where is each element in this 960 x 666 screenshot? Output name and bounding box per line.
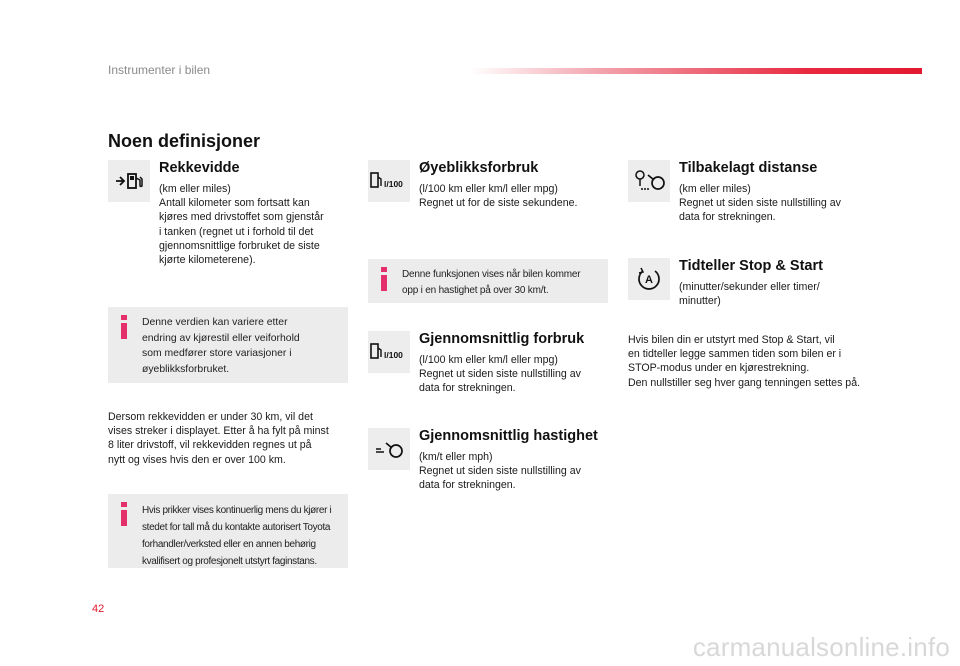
fuel-consumption-icon: [368, 160, 410, 202]
header-accent-line: [470, 68, 922, 74]
fuel-consumption-icon: [368, 331, 410, 373]
info-icon: [116, 502, 132, 526]
section-title-gjennomsnitt-hastighet: Gjennomsnittlig hastighet: [419, 428, 598, 444]
section-text-tilbakelagt: (km eller miles) Regnet ut siden siste nullstilling av data for strekningen.: [679, 183, 841, 224]
page-title: Noen definisjoner: [108, 131, 261, 151]
info-note-variation: Denne verdien kan variere etter endring av kjørestil eller veiforhold som medfører store variasjoner i øyeblikksforbruket.: [108, 307, 348, 383]
section-title-rekkevidde: Rekkevidde: [159, 160, 240, 176]
info-icon: [116, 315, 132, 339]
running-header: Instrumenter i bilen: [108, 63, 211, 77]
section-text-tidteller: (minutter/sekunder eller timer/ minutter): [679, 281, 820, 308]
paragraph-range-under-30: Dersom rekkevidden er under 30 km, vil det vises streker i displayet. Etter å ha fylt på minst 8 liter drivstoff, vil rekkevidden regnes ut på nytt og vises hvis den er over 100 km.: [108, 411, 329, 466]
section-text-gjennomsnitt-forbruk: (l/100 km eller km/l eller mpg) Regnet ut siden siste nullstilling av data for strekningen.: [419, 354, 581, 395]
section-text-rekkevidde: (km eller miles) Antall kilometer som fortsatt kan kjøres med drivstoffet som gjenstår i tanken (regnet ut i forhold til det gjennomsnittlige forbruket de siste kjørte kilometerene).: [159, 183, 324, 267]
section-title-tilbakelagt: Tilbakelagt distanse: [679, 160, 818, 176]
fuel-range-icon: [108, 160, 150, 202]
section-title-oyeblikks: Øyeblikksforbruk: [419, 160, 539, 176]
section-title-gjennomsnitt-forbruk: Gjennomsnittlig forbruk: [419, 331, 585, 347]
distance-icon: [628, 160, 670, 202]
svg-text:l/100: l/100: [384, 179, 403, 189]
paragraph-stop-start: Hvis bilen din er utstyrt med Stop & Start, vil en tidteller legge sammen tiden som bilen er i STOP-modus under en kjørestrekning. Den nullstiller seg hver gang tenningen settes på.: [628, 334, 861, 389]
section-text-oyeblikks: (l/100 km eller km/l eller mpg) Regnet ut for de siste sekundene.: [419, 183, 578, 210]
watermark: carmanualsonline.info: [692, 632, 950, 662]
section-title-tidteller: Tidteller Stop & Start: [679, 258, 823, 274]
speed-icon: [368, 428, 410, 470]
page-number: 42: [92, 603, 105, 615]
svg-text:l/100: l/100: [384, 350, 403, 360]
stop-start-icon: [628, 258, 670, 300]
info-note-dots: Hvis prikker vises kontinuerlig mens du kjører i stedet for tall må du kontakte autorisert Toyota forhandler/verksted eller en annen behørig kvalifisert og profesjonelt utstyrt faginstans.: [108, 494, 348, 568]
info-icon: [376, 267, 392, 291]
section-text-gjennomsnitt-hastighet: (km/t eller mph) Regnet ut siden siste nullstilling av data for strekningen.: [419, 451, 581, 492]
svg-text:A: A: [645, 274, 653, 286]
info-note-speed: Denne funksjonen vises når bilen kommer opp i en hastighet på over 30 km/t.: [368, 259, 608, 303]
